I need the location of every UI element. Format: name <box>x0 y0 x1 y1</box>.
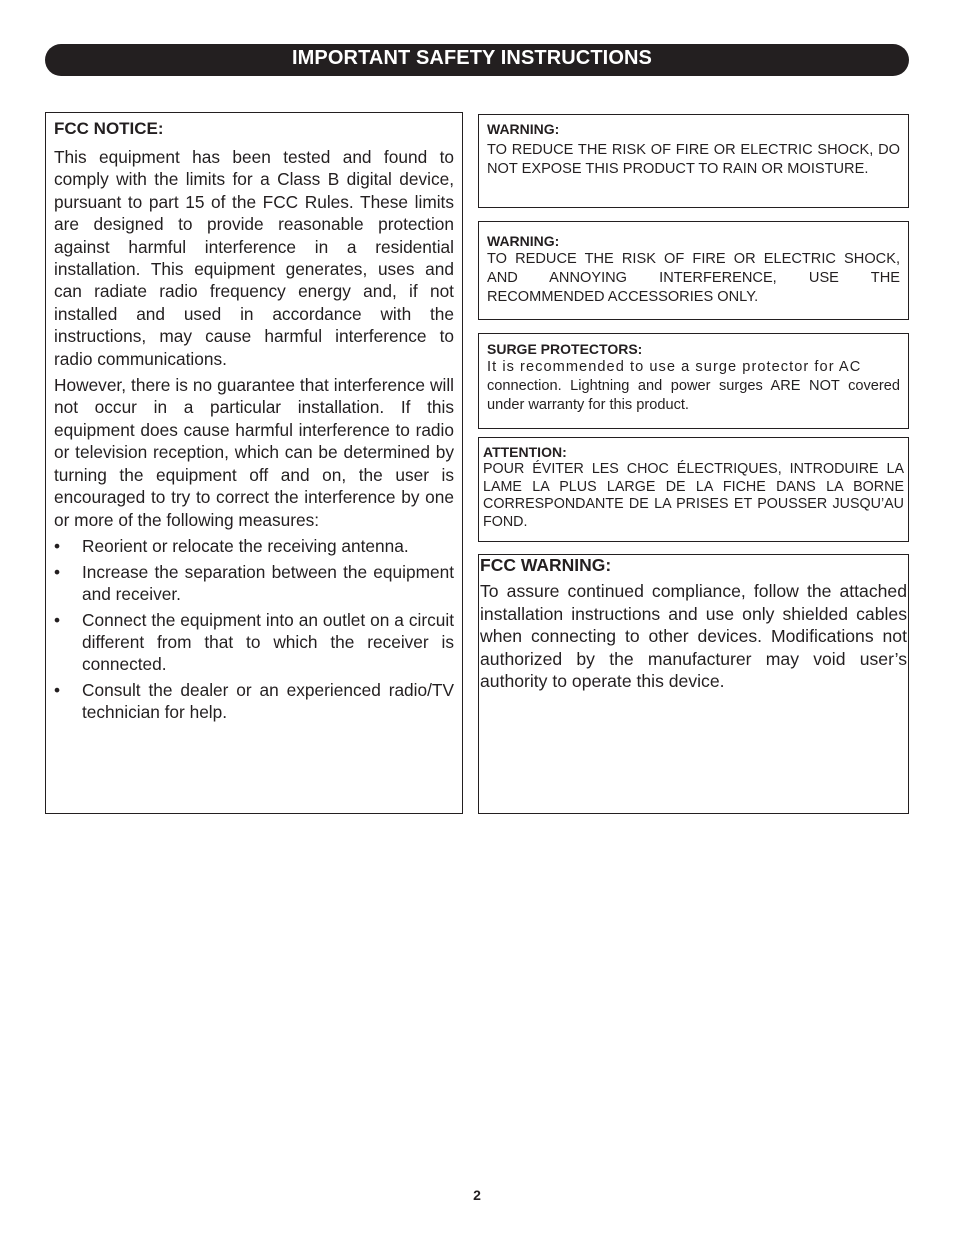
attention-text: POUR ÉVITER LES CHOC ÉLECTRIQUES, INTRODUIRE LA LAME LA PLUS LARGE DE LA FICHE DANS LA BORNE CORRESPONDANTE DE LA PRISES ET POUSSER JUSQU’AU FOND. <box>483 461 904 530</box>
fcc-warning-heading: FCC WARNING: <box>480 555 612 575</box>
list-item <box>54 679 454 724</box>
warning-box-moisture <box>478 114 909 208</box>
bullet-icon: • <box>54 561 61 582</box>
measure-text: Consult the dealer or an experienced radio/TV technician for help. <box>82 679 454 723</box>
fcc-notice-paragraph: This equipment has been tested and found to comply with the limits for a Class B digital device, pursuant to part 15 of the FCC Rules. These limits are designed to provide reasonable protection against harmful interference in a residential installation. This equipment generates, uses and can radiate radio frequency energy and, if not installed and used in accordance with the instructions, may cause harmful interference to radio communications. <box>54 147 454 369</box>
page-title: IMPORTANT SAFETY INSTRUCTIONS <box>292 47 652 69</box>
list-item <box>54 535 454 557</box>
fcc-notice-box <box>45 112 463 814</box>
fcc-warning-text: To assure continued compliance, follow the attached installation instructions and use only shielded cables when connecting to other devices. Modifications not authorized by the manufacturer may void user’s authority to operate this device. <box>480 581 907 692</box>
attention-box <box>478 437 909 542</box>
warning-text: TO REDUCE THE RISK OF FIRE OR ELECTRIC SHOCK, AND ANNOYING INTERFERENCE, USE THE RECOMMENDED ACCESSORIES ONLY. <box>487 251 900 305</box>
warning-heading: WARNING: <box>487 121 560 137</box>
attention-heading: ATTENTION: <box>483 444 567 460</box>
measures-list <box>54 535 454 724</box>
fcc-notice-heading: FCC NOTICE: <box>54 119 164 138</box>
warning-heading: WARNING: <box>487 233 560 249</box>
page-number: 2 <box>473 1187 481 1203</box>
bullet-icon: • <box>54 609 61 630</box>
fcc-warning-box <box>478 554 909 814</box>
list-item <box>54 561 454 606</box>
surge-protectors-box <box>478 333 909 429</box>
surge-heading: SURGE PROTECTORS: <box>487 341 643 357</box>
list-item <box>54 609 454 676</box>
warning-box-accessories <box>478 221 909 320</box>
warning-text: TO REDUCE THE RISK OF FIRE OR ELECTRIC SHOCK, DO NOT EXPOSE THIS PRODUCT TO RAIN OR MOISTURE. <box>487 142 900 177</box>
measure-text: Reorient or relocate the receiving antenna. <box>82 535 409 556</box>
surge-text: connection. Lightning and power surges ARE NOT covered under warranty for this product. <box>487 378 900 413</box>
bullet-icon: • <box>54 535 61 556</box>
page-title-banner <box>45 44 909 76</box>
bullet-icon: • <box>54 679 61 700</box>
measure-text: Increase the separation between the equipment and receiver. <box>82 561 454 604</box>
fcc-notice-paragraph: However, there is no guarantee that interference will not occur in a particular installation. If this equipment does cause harmful interference to radio or television reception, which can be determined by turning the equipment off and on, the user is encouraged to try to correct the interference by one or more of the following measures: <box>54 375 454 530</box>
surge-text-line: It is recommended to use a surge protector for AC <box>487 359 862 375</box>
measure-text: Connect the equipment into an outlet on a circuit different from that to which the receiver is connected. <box>82 609 454 675</box>
